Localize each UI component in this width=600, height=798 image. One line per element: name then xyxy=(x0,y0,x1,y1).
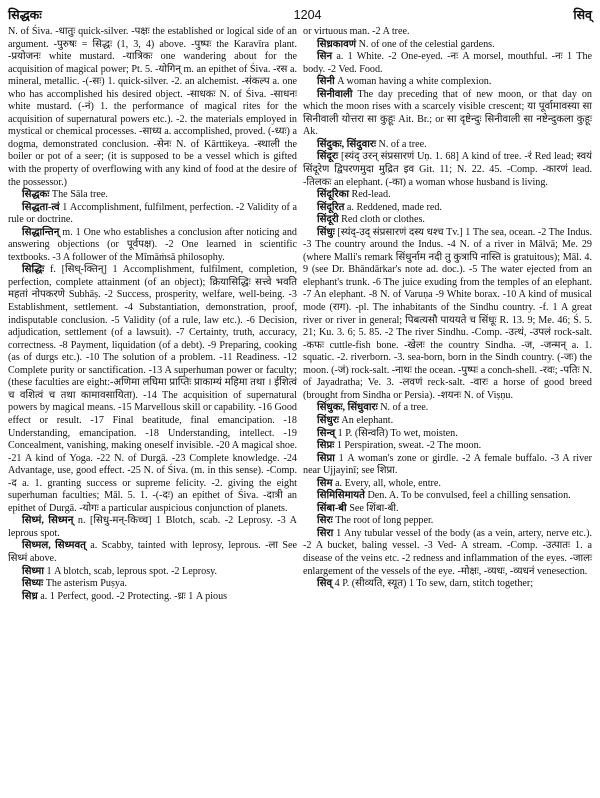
dictionary-entry xyxy=(303,515,592,528)
entry-headword: सिद्धकः xyxy=(22,189,50,201)
entry-headword: सिंधुकः, सिंधुवारः xyxy=(317,402,378,414)
page-header xyxy=(8,6,592,24)
entry-headword: सिमिसिमायते xyxy=(317,490,365,502)
entry-headword: सिंधुरः xyxy=(317,414,339,426)
entry-headword: सिंदूरिका xyxy=(317,189,350,201)
right-column xyxy=(303,26,592,603)
dictionary-entry xyxy=(8,189,297,202)
entry-definition: The asterism Puṣya. xyxy=(45,578,128,590)
dictionary-entry xyxy=(303,227,592,403)
entry-definition: The Sāla tree. xyxy=(51,189,108,201)
entry-definition: Red-lead. xyxy=(351,189,391,201)
entry-headword: सिद्धता-त्वं xyxy=(22,201,60,213)
entry-headword: सिनी xyxy=(317,76,335,88)
dictionary-entry xyxy=(303,402,592,415)
dictionary-entry xyxy=(8,515,297,540)
entry-headword: सिध्मल, सिध्मवत् xyxy=(22,540,86,552)
dictionary-entry xyxy=(303,490,592,503)
dictionary-entry xyxy=(303,478,592,491)
entry-headword: सिध्मा xyxy=(22,565,44,577)
dictionary-entry xyxy=(303,39,592,52)
header-right-word: सिव् xyxy=(573,8,592,22)
dictionary-entry xyxy=(8,264,297,515)
entry-headword: सिंदूरः xyxy=(317,151,339,163)
dictionary-entry xyxy=(8,227,297,265)
entry-definition: [स्यंद् उरन् संप्रसारणं Uṇ. 1. 68] A kind of tree. -रं Red lead; स्वयं सिंदूरेण द्विपरणमुदा मुद्रित इव Git. 11; N. 22. 45. -Comp. -कारणं lead. -तिलकः an elephant. (-का) a woman whose husband is living. xyxy=(303,151,593,188)
entry-definition: Red cloth or clothes. xyxy=(341,214,425,226)
page-number: 1204 xyxy=(293,8,322,22)
dictionary-entry xyxy=(303,89,592,139)
entry-definition: f. [सिध्-क्तिन्] 1 Accomplishment, fulfilment, completion, perfection, complete attainment (of an object); क्रियासिद्धिः सत्त्वे भवति महतां नोपकरणे Subhāṣ. -2 Success, prosperity, welfare, well-being. -3 Establishment, settlement. -4 Substantiation, demonstration, proof, indisputable conclusion. -5 Validity (of a rule, law etc.). -6 Decision, adjudication, settlement (of a lawsuit). -7 Certainty, truth, accuracy, correctness. -8 Payment, liquidation (of a debt). -9 Preparing, cooking (as of durgs etc.). -10 The solution of a problem. -11 Readiness. -12 Complete purity or sanctification. -13 A superhuman power or faculty; (these faculties are eight:-अणिमा लघिमा प्राप्तिः प्राकाम्यं महिमा तथा । ईशित्वं च वशित्वं च तथा कामावसायिता). -14 The acquisition of supernatural powers by magical means. -15 Marvellous skill or capability. -16 Good effect or result. -17 Final beatitude, final emancipation. -18 Understanding, emancipation. -18 Understanding, intellect. -19 Concealment, vanishing, making oneself invisible. -20 A magical shoe. -21 A kind of Yoga. -22 N. of Durgā. -23 Complete knowledge. -24 Advantage, use, good effect. -25 N. of Śiva. (m. in this sense). -Comp. -द a. 1. granting success or supreme felicity. -2. giving the eight superhuman faculties; Māl. 5. 1. -(-दः) an epithet of Śiva. -दात्री an epithet of Durgā. -योगः a particular auspicious conjunction of planets. xyxy=(8,264,297,514)
entry-definition: N. of Śiva. -धातुः quick-silver. -पक्षः the established or logical side of an argument. -पुरुषः = सिद्धः (1, 3, 4) above. -पुष्पः the Karavīra plant. -प्रयोजनः white mustard. -यात्रिकः one wandering about for the acquisition of magical power; Pt. 5. -योगिन् m. an epithet of Śiva. -रस a. mineral, metallic. -(-सः) 1. quick-silver. -2. an alchemist. -संकल्प a. one who has accomplished his desired object. -साधकः N. of Śiva. -साधनः white mustard. (-नं) 1. the performance of magical rites for the acquisition of supernatural powers etc.). -2. the materials employed in mystical or chemical processes. -साध्य a. accomplished, proved. (-ध्यः) a dogma, demonstrated conclusion. -सेनः N. of Kārttikeya. -स्थाली the boiler or pot of a seer; (it is supposed to be a vessel which is gifted with the property of overflowing with any kind of food at the desire of the possessor.) xyxy=(8,26,297,188)
entry-headword: सिनीवाली xyxy=(317,88,353,100)
entry-headword: सिद्धान्तिन् xyxy=(22,226,60,238)
dictionary-entry xyxy=(303,428,592,441)
dictionary-entry xyxy=(8,540,297,565)
entry-headword: सिंदुकः, सिंदुवारः xyxy=(317,138,377,150)
entry-definition: or virtuous man. -2 A tree. xyxy=(303,26,410,37)
entry-headword: सिरा xyxy=(317,527,334,539)
entry-definition: 4 P. (सीव्यति, स्यूत) 1 To sew, darn, stitch together; xyxy=(334,578,534,590)
entry-definition: 1 Any tubular vessel of the body (as a vein, artery, nerve etc.). -2 A bucket, baling vessel. -3 Ved- A stream. -Comp. -उत्पातः 1. a disease of the veins etc. -2 redness and inflammation of the eyes. -जालः enlargement of the vessels of the eye. -मोक्षः, -व्यधः, -व्यधनं venesection. xyxy=(303,527,592,577)
left-column xyxy=(8,26,297,603)
entry-definition: A woman having a white complexion. xyxy=(337,76,492,88)
entry-headword: सिंधुः xyxy=(317,226,335,238)
entry-headword: सिध्र xyxy=(22,590,38,602)
entry-definition: 1 Accomplishment, fulfilment, perfection. -2 Validity of a rule or doctrine. xyxy=(8,201,297,226)
dictionary-entry xyxy=(8,578,297,591)
entry-headword: सिव् xyxy=(317,578,333,590)
entry-definition: n. [सिधु-मन्-किच्च] 1 Blotch, scab. -2 Leprosy. -3 A leprous spot. xyxy=(8,515,297,539)
page-body xyxy=(8,26,592,603)
dictionary-entry xyxy=(303,139,592,152)
entry-definition: a. 1 White. -2 One-eyed. -नः A morsel, mouthful. -नः 1 The body. -2 Ved. Food. xyxy=(303,51,593,75)
dictionary-entry xyxy=(303,528,592,578)
entry-headword: सिम xyxy=(317,477,333,489)
dictionary-entry xyxy=(8,202,297,227)
dictionary-entry xyxy=(303,26,592,39)
entry-headword: सिन xyxy=(317,51,333,63)
entry-definition: N. of one of the celestial gardens. xyxy=(358,38,495,50)
entry-definition: N. of a tree. xyxy=(378,138,427,150)
entry-definition: See शिंबा-बी. xyxy=(349,502,399,514)
dictionary-entry xyxy=(8,566,297,579)
entry-definition: [स्यंद्-उद् संप्रसारणं दस्य धश्च Tv.] 1 The sea, ocean. -2 The Indus. -3 The country around the Indus. -4 N. of a river in Mālvā; Me. 29 (where Malli's remark सिंधुर्नाम नदी तु कुत्रापि नास्ति is gratuitous); Māl. 4. 9 (see Dr. Bhāndārkar's note ad. doc.). -5 The water ejected from an elephant's trunk. -6 The juice exuding from the temples of an elephant. -7 An elephant. -8 N. of Varuṇa -9 White borax. -10 A kind of musical mode (राग). -pl. The inhabitants of the Sindhu country. -f. 1 A great river or river in general; पिबत्यसौ पाययते च सिंधूः R. 13. 9; Me. 46; Ś. 5. 21; Ku. 3. 6; 5. 85. -2 The river Sindhu. -Comp. -उत्थं, -उपलं rock-salt. -कफः cuttle-fish bone. -खेलः the country Sindha. -ज, -जन्मन् a. 1. squatic. -2. riverborn. -3. sea-born, born in the Sindh country. (-जः) the moon. (-जं) rock-salt. -नाथः the ocean. -पुष्पः a conch-shell. -रवः; -पतिः N. of Jayadratha; Ve. 3. -लवणं reck-salt. -वारः a horse of good breed (brought from Sindha or Persia). -शयनः N. of Viṣṇu. xyxy=(303,226,593,401)
dictionary-entry xyxy=(303,76,592,89)
entry-definition: An elephant. xyxy=(341,414,394,426)
dictionary-entry xyxy=(303,440,592,453)
header-left-word: सिद्धकः xyxy=(8,8,42,22)
entry-headword: सिंदूरित xyxy=(317,201,345,213)
entry-definition: a. Reddened, made red. xyxy=(346,201,442,213)
entry-definition: 1 A woman's zone or girdle. -2 A female buffalo. -3 A river near Ujjayinī; see शिप्रा. xyxy=(303,452,593,477)
entry-definition: The root of long pepper. xyxy=(335,515,434,527)
entry-headword: सिद्धिः xyxy=(22,264,45,276)
dictionary-entry xyxy=(303,151,592,189)
entry-definition: N. of a tree. xyxy=(380,402,429,414)
entry-definition: 1 A blotch, scab, leprous spot. -2 Leprosy. xyxy=(46,565,218,577)
dictionary-entry xyxy=(303,415,592,428)
entry-definition: 1 Perspiration, sweat. -2 The moon. xyxy=(336,440,482,452)
dictionary-entry xyxy=(303,202,592,215)
entry-headword: सिध्मं, सिध्मन् xyxy=(22,515,74,527)
dictionary-entry xyxy=(303,214,592,227)
entry-headword: सिध्यः xyxy=(22,578,44,590)
entry-definition: m. 1 One who establishes a conclusion after noticing and answering objections (or पूर्वपक्ष). -2 One learned in scientific textbooks. -3 A follower of the Mīmāṁsā philosophy. xyxy=(8,226,297,263)
entry-headword: सिन्व् xyxy=(317,427,336,439)
entry-headword: सिंदूरी xyxy=(317,214,339,226)
dictionary-entry xyxy=(303,189,592,202)
dictionary-entry xyxy=(8,591,297,604)
entry-definition: a. 1 Perfect, good. -2 Protecting. -ध्रः 1 A pious xyxy=(40,590,228,602)
dictionary-entry xyxy=(8,26,297,189)
dictionary-entry xyxy=(303,503,592,516)
dictionary-entry xyxy=(303,51,592,76)
entry-headword: सिप्रा xyxy=(317,452,335,464)
entry-definition: 1 P. (सिन्वति) To wet, moisten. xyxy=(337,427,458,439)
entry-definition: The day preceding that of new moon, or that day on which the moon rises with a scarcely visible crescent; या पूर्वामावस्या सा सिनीवाली योत्तरा सा कुहूः Ait. Br.; or सा दृष्टेन्दुः सिनीवाली सा नष्टेन्दुकला कुहूः Ak. xyxy=(303,88,592,138)
entry-headword: सिप्रः xyxy=(317,440,335,452)
entry-definition: a. Scabby, tainted with leprosy, leprous. -ला See सिध्मं above. xyxy=(8,540,297,564)
entry-headword: सिंबा-बी xyxy=(317,502,347,514)
dictionary-entry xyxy=(303,578,592,591)
entry-definition: Den. A. To be convulsed, feel a chilling sensation. xyxy=(367,490,571,502)
entry-headword: सिरः xyxy=(317,515,333,527)
entry-definition: a. Every, all, whole, entre. xyxy=(335,477,441,489)
dictionary-entry xyxy=(303,453,592,478)
entry-headword: सिध्रकावणं xyxy=(317,38,357,50)
